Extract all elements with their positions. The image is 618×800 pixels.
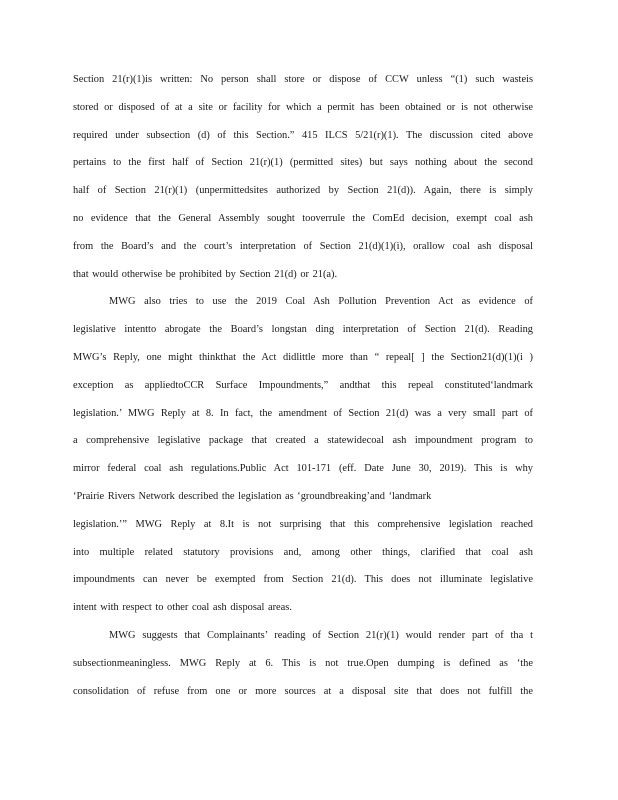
- text-line: legislative intentto abrogate the Board’s longstan ding interpretation of Section 21(d). Reading: [73, 324, 533, 336]
- text-line: pertains to the first half of Section 21(r)(1) (permitted sites) but says nothing about the second: [73, 157, 533, 169]
- text-line: legislation.’ MWG Reply at 8. In fact, the amendment of Section 21(d) was a very small part of: [73, 407, 533, 419]
- text-line: stored or disposed of at a site or facility for which a permit has been obtained or is not otherwise: [73, 101, 533, 113]
- text-line: consolidation of refuse from one or more sources at a disposal site that does not fulfill the: [73, 685, 533, 697]
- text-line: into multiple related statutory provisions and, among other things, clarified that coal ash: [73, 546, 533, 558]
- text-line: MWG suggests that Complainants’ reading of Section 21(r)(1) would render part of tha t: [109, 629, 533, 641]
- text-line: intent with respect to other coal ash disposal areas.: [73, 602, 292, 614]
- text-line: half of Section 21(r)(1) (unpermittedsites authorized by Section 21(d)). Again, there is simply: [73, 185, 533, 197]
- text-line: MWG also tries to use the 2019 Coal Ash Pollution Prevention Act as evidence of: [109, 296, 533, 308]
- text-line: Section 21(r)(1)is written: No person shall store or dispose of CCW unless “(1) such wasteis: [73, 74, 533, 85]
- text-line: impoundments can never be exempted from Section 21(d). This does not illuminate legislative: [73, 574, 533, 586]
- text-line: a comprehensive legislative package that created a statewidecoal ash impoundment program to: [73, 435, 533, 447]
- text-line: MWG’s Reply, one might thinkthat the Act didlittle more than “ repeal[ ] the Section21(d)(1)(i ): [73, 351, 533, 363]
- text-line: from the Board’s and the court’s interpretation of Section 21(d)(1)(i), orallow coal ash disposal: [73, 240, 533, 252]
- text-line: that would otherwise be prohibited by Section 21(d) or 21(a).: [73, 268, 338, 280]
- text-line: ‘Prairie Rivers Network described the legislation as ‘groundbreaking’and ‘landmark: [73, 490, 432, 502]
- text-line: exception as appliedtoCCR Surface Impoundments,” andthat this repeal constituted‘landmark: [73, 379, 533, 391]
- text-line: legislation.’” MWG Reply at 8.It is not surprising that this comprehensive legislation reached: [73, 518, 533, 530]
- text-line: subsectionmeaningless. MWG Reply at 6. This is not true.Open dumping is defined as ‘the: [73, 657, 533, 669]
- text-line: required under subsection (d) of this Section.” 415 ILCS 5/21(r)(1). The discussion cited above: [73, 129, 533, 141]
- text-line: no evidence that the General Assembly sought tooverrule the ComEd decision, exempt coal ash: [73, 212, 533, 224]
- text-line: mirror federal coal ash regulations.Public Act 101-171 (eff. Date June 30, 2019). This is why: [73, 463, 533, 475]
- body-text: [73, 66, 533, 705]
